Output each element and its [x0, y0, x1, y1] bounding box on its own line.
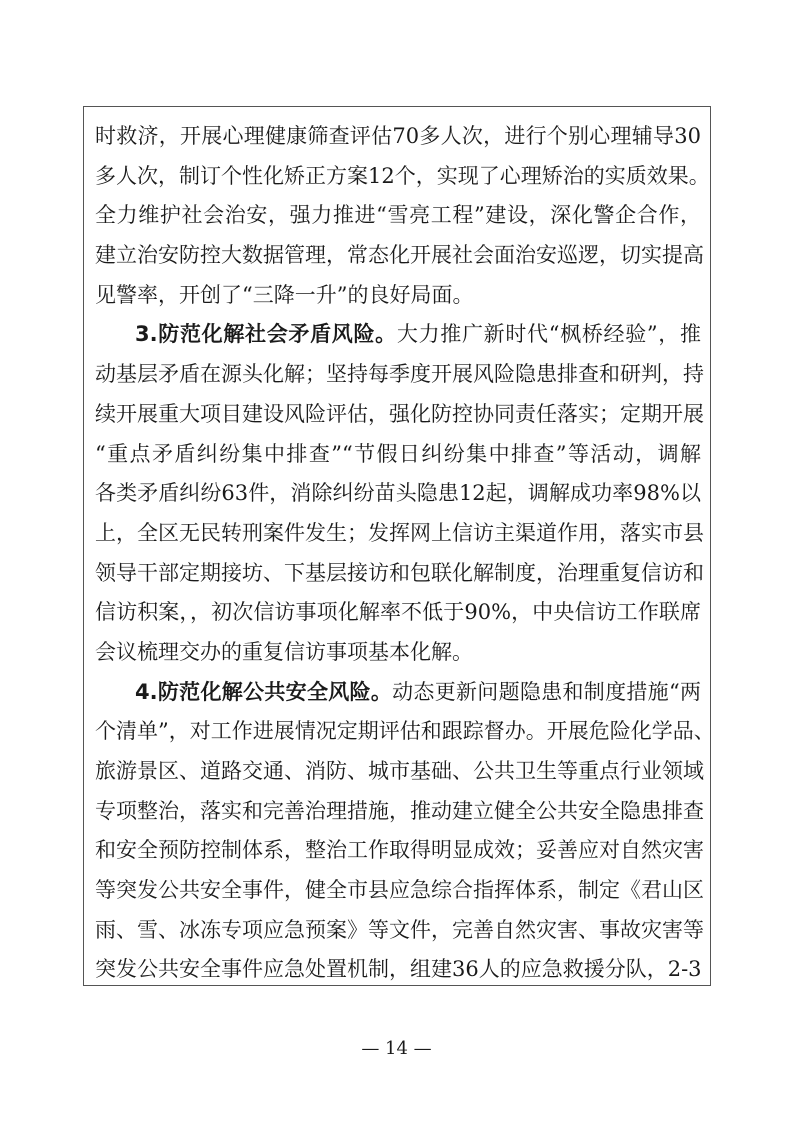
text-line: [95, 950, 701, 990]
line-text: 动态更新问题隐患和制度措施“两: [392, 679, 701, 704]
text-line: [95, 554, 704, 594]
body-text: [95, 117, 715, 990]
line-text: 大力推广新时代“枫桥经验”，推: [396, 322, 701, 347]
section-heading: 3.防范化解社会矛盾风险。: [135, 322, 397, 347]
line-text: 见警率，开创了“三降一升”的良好局面。: [95, 282, 474, 307]
line-text: “重点矛盾纠纷集中排查”“节假日纠纷集中排查”等活动，调解: [95, 441, 701, 466]
line-text: 突发公共安全事件应急处置机制，组建36人的应急救援分队，2-3: [95, 957, 702, 982]
text-line: [95, 831, 704, 871]
line-text: 各类矛盾纠纷63件，消除纠纷苗头隐患12起，调解成功率98%以: [95, 481, 701, 506]
line-text: 动基层矛盾在源头化解；坚持每季度开展风险隐患排查和研判，持: [95, 362, 704, 387]
text-line: [95, 157, 710, 197]
text-line: [95, 792, 704, 832]
text-line: [95, 395, 704, 435]
text-line: [95, 911, 704, 951]
line-text: 时救济，开展心理健康筛查评估70多人次，进行个别心理辅导30: [95, 124, 701, 148]
line-text: 旅游景区、道路交通、消防、城市基础、公共卫生等重点行业领域: [95, 759, 704, 783]
text-line: [95, 633, 701, 673]
line-text: 会议梳理交办的重复信访事项基本化解。: [95, 639, 473, 664]
line-text: 建立治安防控大数据管理，常态化开展社会面治安巡逻，切实提高: [95, 243, 704, 268]
text-line: [95, 673, 701, 713]
line-text: 领导干部定期接坊、下基层接访和包联化解制度，治理重复信访和: [95, 560, 704, 585]
line-text: 雨、雪、冰冻专项应急预案》等文件，完善自然灾害、事故灾害等: [95, 917, 704, 942]
text-line: [95, 593, 701, 633]
text-line: [95, 355, 704, 395]
line-text: 信访积案，，初次信访事项化解率不低于90%，中央信访工作联席: [95, 600, 701, 625]
text-line: [95, 514, 704, 554]
text-frame: [83, 106, 715, 986]
section-heading: 4.防范化解公共安全风险。: [135, 679, 393, 704]
text-line: [95, 752, 704, 792]
line-text: 全力维护社会治安，强力推进“雪亮工程”建设，深化警企合作，: [95, 203, 701, 228]
text-line: [95, 236, 704, 276]
line-text: 个清单”，对工作进展情况定期评估和跟踪督办。开展危险化学品、: [95, 719, 715, 744]
text-line: [95, 117, 701, 157]
text-line: [95, 196, 701, 236]
line-text: 和安全预防控制体系，整治工作取得明显成效；妥善应对自然灾害: [95, 838, 704, 863]
text-line: [95, 474, 701, 514]
text-line: [95, 315, 701, 355]
line-text: 上，全区无民转刑案件发生；发挥网上信访主渠道作用，落实市县: [95, 520, 704, 545]
line-text: 等突发公共安全事件，健全市县应急综合指挥体系，制定《君山区: [95, 878, 704, 903]
text-line: [95, 435, 701, 475]
page-number: — 14 —: [361, 1038, 432, 1059]
text-line: [95, 276, 701, 316]
line-text: 专项整治，落实和完善治理措施，推动建立健全公共安全隐患排查: [95, 798, 704, 823]
text-line: [95, 871, 704, 911]
text-line: [95, 712, 715, 752]
line-text: 续开展重大项目建设风险评估，强化防控协同责任落实；定期开展: [95, 401, 704, 426]
line-text: 多人次，制订个性化矫正方案12个，实现了心理矫治的实质效果。: [95, 163, 710, 188]
